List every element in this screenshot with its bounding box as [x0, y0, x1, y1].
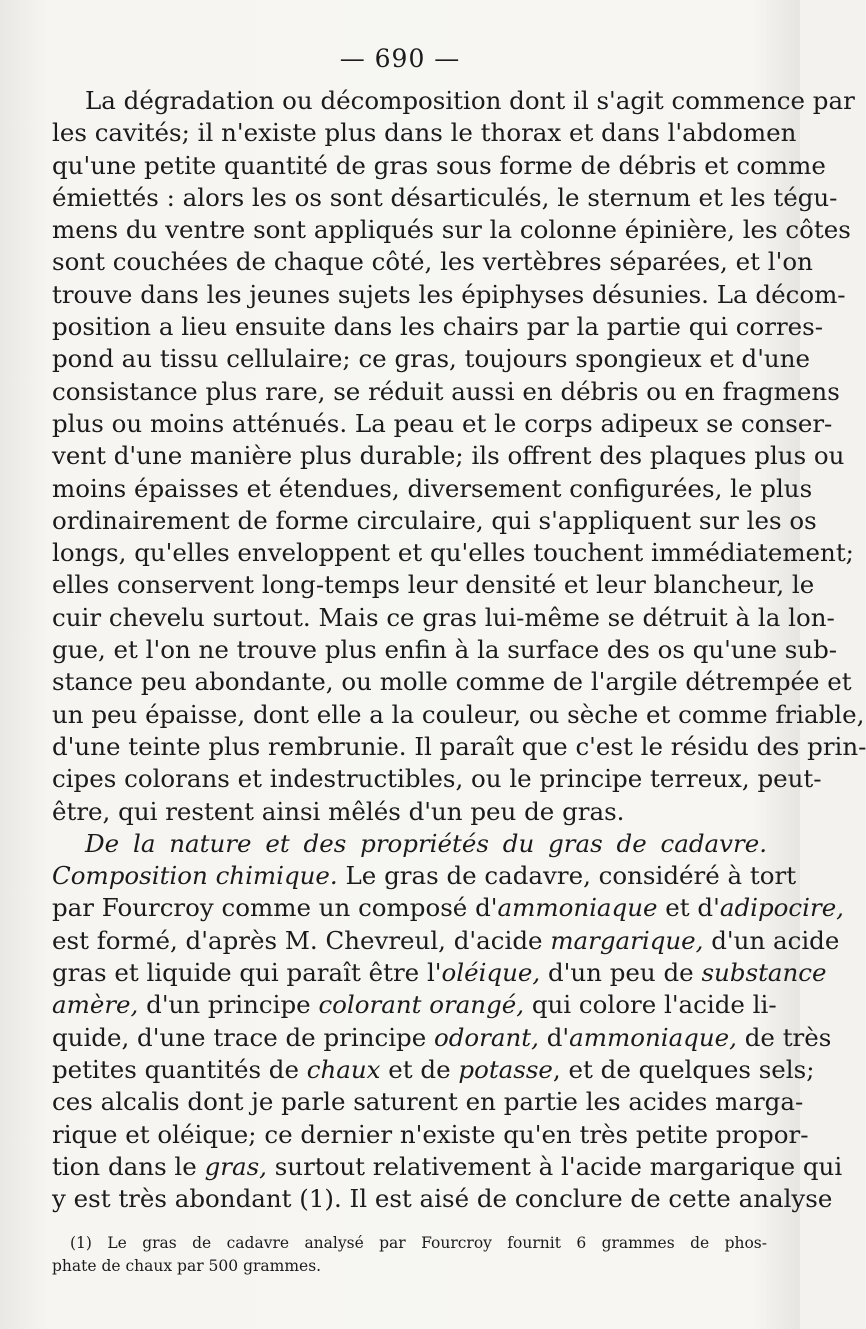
- text-line: est formé, d'après M. Chevreul, d'acide margarique, d'un acide: [52, 925, 840, 955]
- text-line: petites quantités de chaux et de potasse, et de quelques sels;: [52, 1054, 815, 1084]
- text-line: gue, et l'on ne trouve plus enfin à la surface des os qu'une sub-: [52, 635, 838, 665]
- text-line: tion dans le gras, surtout relativement à l'acide margarique qui: [52, 1151, 843, 1181]
- text-line: amère, d'un principe colorant orangé, qui colore l'acide li-: [52, 990, 777, 1020]
- section-heading: [52, 828, 767, 860]
- text-line: vent d'une manière plus durable; ils offrent des plaques plus ou: [52, 441, 845, 471]
- text-line: ces alcalis dont je parle saturent en partie les acides marga-: [52, 1087, 804, 1117]
- text-line: longs, qu'elles enveloppent et qu'elles touchent immédiatement;: [52, 538, 854, 568]
- text-line: un peu épaisse, dont elle a la couleur, ou sèche et comme friable,: [52, 699, 865, 729]
- text-line: mens du ventre sont appliqués sur la colonne épinière, les côtes: [52, 215, 851, 245]
- text-line: moins épaisses et étendues, diversement configurées, le plus: [52, 473, 813, 503]
- text-line: pond au tissu cellulaire; ce gras, toujours spongieux et d'une: [52, 344, 810, 374]
- text-line: quide, d'une trace de principe odorant, d'ammoniaque, de très: [52, 1022, 832, 1052]
- text-line: qu'une petite quantité de gras sous forme de débris et comme: [52, 150, 826, 180]
- heading-italic: De la nature et des propriétés du gras de cadavre.: [85, 828, 767, 858]
- text-line: elles conservent long-temps leur densité et leur blancheur, le: [52, 570, 815, 600]
- text-line: consistance plus rare, se réduit aussi en débris ou en fragmens: [52, 376, 840, 406]
- footnote: [52, 1232, 767, 1278]
- text-line: d'une teinte plus rembrunie. Il paraît que c'est le résidu des prin-: [52, 731, 866, 761]
- footnote-line: (1) Le gras de cadavre analysé par Fourcroy fournit 6 grammes de phos-: [70, 1234, 767, 1252]
- text-line: La dégradation ou décomposition dont il s'agit commence par: [85, 86, 855, 115]
- text-line: émiettés : alors les os sont désarticulés, le sternum et les tégu-: [52, 182, 838, 212]
- text-line: les cavités; il n'existe plus dans le thorax et dans l'abdomen: [52, 118, 797, 148]
- text-line: cuir chevelu surtout. Mais ce gras lui-même se détruit à la lon-: [52, 602, 835, 632]
- text-line: rique et oléique; ce dernier n'existe qu'en très petite propor-: [52, 1119, 809, 1149]
- subheading-italic: Composition chimique.: [52, 861, 338, 891]
- text-line: gras et liquide qui paraît être l'oléique, d'un peu de substance: [52, 958, 827, 988]
- text-line: Composition chimique. Le gras de cadavre, considéré à tort: [52, 861, 797, 891]
- text-line: cipes colorans et indestructibles, ou le principe terreux, peut-: [52, 764, 822, 794]
- text-line: sont couchées de chaque côté, les vertèbres séparées, et l'on: [52, 247, 813, 277]
- text-line: plus ou moins atténués. La peau et le corps adipeux se conser-: [52, 408, 833, 438]
- page-number: — 690 —: [339, 44, 461, 73]
- text-line: position a lieu ensuite dans les chairs par la partie qui corres-: [52, 312, 824, 342]
- text-line: y est très abondant (1). Il est aisé de conclure de cette analyse: [52, 1184, 833, 1214]
- footnote-line: phate de chaux par 500 grammes.: [52, 1257, 322, 1275]
- text-line: ordinairement de forme circulaire, qui s'appliquent sur les os: [52, 505, 817, 535]
- text-line: être, qui restent ainsi mêlés d'un peu de gras.: [52, 796, 625, 826]
- text-line: par Fourcroy comme un composé d'ammoniaque et d'adipocire,: [52, 893, 844, 923]
- main-text: [52, 85, 866, 1215]
- text-line: trouve dans les jeunes sujets les épiphyses désunies. La décom-: [52, 279, 846, 309]
- text-line: stance peu abondante, ou molle comme de l'argile détrempée et: [52, 667, 852, 697]
